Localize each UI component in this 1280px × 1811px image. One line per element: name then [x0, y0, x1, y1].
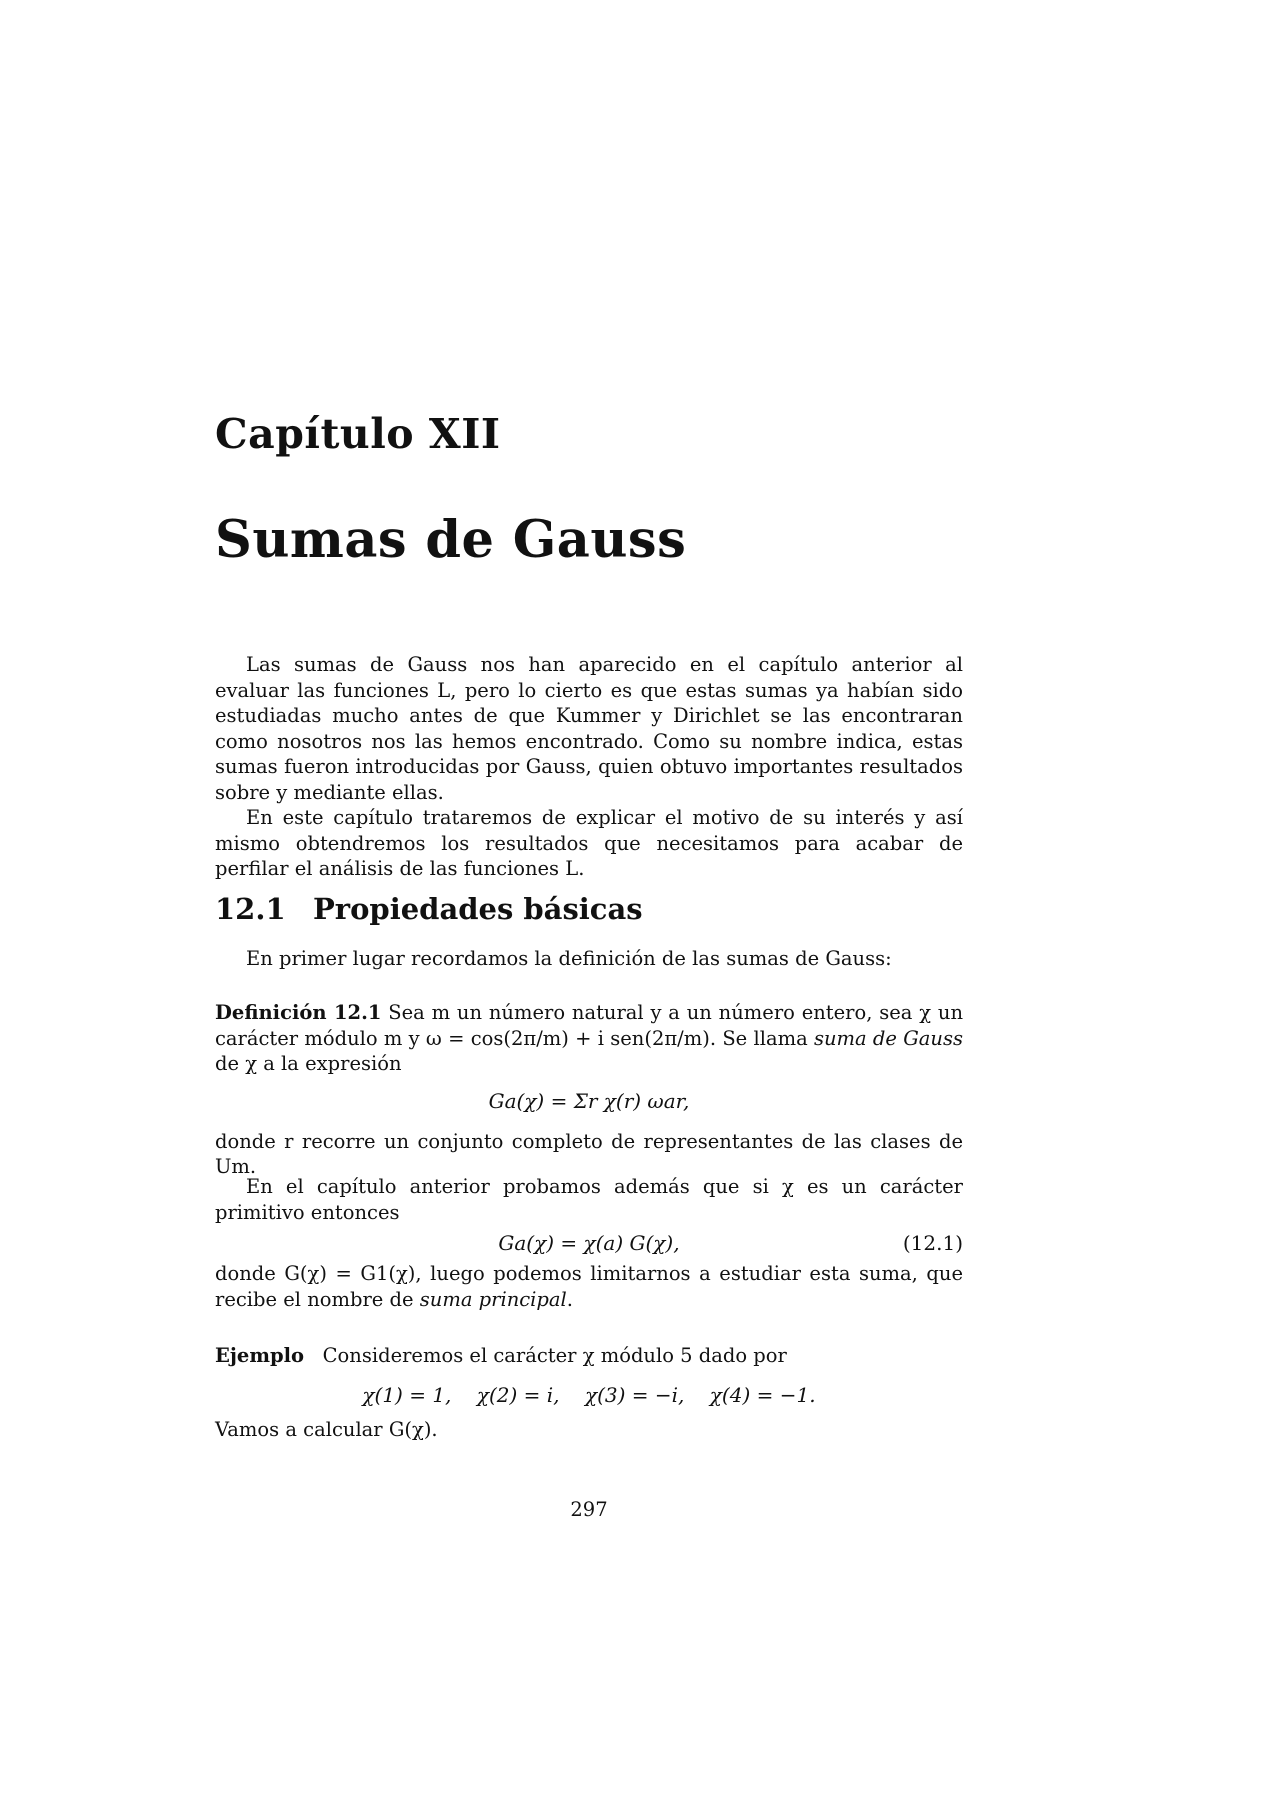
intro-paragraph-1: Las sumas de Gauss nos han aparecido en el capítulo anterior al evaluar las funciones L, pero lo cierto es que estas sumas ya habían sido estudiadas mucho antes de que Kummer y Dirichlet se las encontraran como nosotros nos las hemos encontrado. Como su nombre indica, estas sumas fueron introducidas por Gauss, quien obtuvo importantes resultados sobre y mediante ellas.: [215, 653, 963, 804]
primitive-character-block: [215, 1174, 963, 1312]
equation-12-1: [215, 1225, 963, 1261]
definition-body-end: de χ a la expresión: [215, 1052, 402, 1075]
section-number: 12.1: [215, 892, 286, 926]
chapter-label: Capítulo XII: [215, 410, 501, 458]
definition-term: suma de Gauss: [813, 1026, 963, 1050]
definition-after-formula: donde r recorre un conjunto completo de representantes de las clases de Um.: [215, 1129, 963, 1178]
section-lead: En primer lugar recordamos la definición de las sumas de Gauss:: [246, 947, 892, 970]
example-text: [215, 1343, 963, 1369]
definition-block: [215, 1000, 963, 1180]
intro-paragraph-2: En este capítulo trataremos de explicar el motivo de su interés y así mismo obtendremos los resultados que necesitamos para acabar de perfilar el análisis de las funciones L.: [215, 806, 963, 880]
primitive-after-formula: [215, 1261, 963, 1312]
section-lead-block: [215, 946, 963, 972]
principal-sum-term: suma principal: [419, 1287, 567, 1311]
example-block: [215, 1343, 963, 1442]
page-number: 297: [570, 1498, 608, 1521]
chapter-title: Sumas de Gauss: [215, 510, 687, 570]
primitive-after-text: donde G(χ) = G1(χ), luego podemos limitarnos a estudiar esta suma, que recibe el nombre de: [215, 1262, 963, 1311]
example-label: Ejemplo: [215, 1344, 305, 1367]
section-heading: [215, 892, 643, 926]
equation-number: (12.1): [902, 1231, 963, 1255]
gauss-sum-formula: Ga(χ) = Σr χ(r) ωar,: [488, 1088, 690, 1113]
document-page: [215, 0, 963, 1811]
equation-12-1-formula: Ga(χ) = χ(a) G(χ),: [498, 1231, 680, 1255]
section-title: Propiedades básicas: [313, 892, 643, 926]
intro-section: [215, 652, 963, 882]
primitive-after-end: .: [566, 1287, 573, 1311]
example-closing: Vamos a calcular G(χ).: [215, 1417, 438, 1441]
definition-body: Sea m un número natural y a un número entero, sea χ un carácter módulo m y ω = cos(2π/m) + i sen(2π/m). Se llama: [215, 1001, 964, 1050]
example-body: Consideremos el carácter χ módulo 5 dado por: [322, 1344, 787, 1367]
definition-text: [215, 1000, 963, 1077]
definition-label: Definición 12.1: [215, 1001, 382, 1024]
primitive-paragraph: En el capítulo anterior probamos además que si χ es un carácter primitivo entonces: [215, 1175, 963, 1224]
example-character-values: χ(1) = 1, χ(2) = i, χ(3) = −i, χ(4) = −1.: [362, 1382, 816, 1407]
